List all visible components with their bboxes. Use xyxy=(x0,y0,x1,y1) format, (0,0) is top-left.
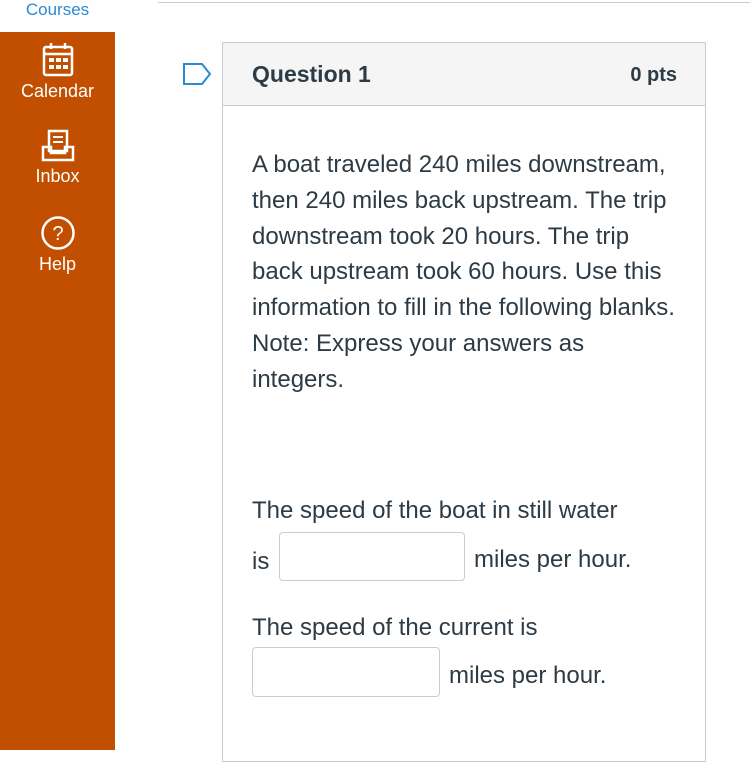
blank1-unit: miles per hour. xyxy=(474,546,632,573)
flag-question-icon[interactable] xyxy=(182,62,212,86)
calendar-icon xyxy=(41,42,75,78)
current-speed-input[interactable] xyxy=(252,647,440,697)
inbox-icon xyxy=(40,129,76,163)
question-points: 0 pts xyxy=(630,64,677,86)
blank2-unit: miles per hour. xyxy=(449,662,607,689)
nav-label-help: Help xyxy=(38,254,77,274)
still-water-speed-input[interactable] xyxy=(279,532,465,581)
nav-item-help[interactable] xyxy=(0,215,115,275)
help-icon xyxy=(40,215,76,251)
global-nav xyxy=(0,32,115,750)
nav-item-courses[interactable]: Courses xyxy=(25,0,90,19)
divider xyxy=(158,2,750,3)
question-text: A boat traveled 240 miles downstream, then 240 miles back upstream. The trip downstream took 20 hours. The trip back upstream took 60 hours. Use this information to fill in the following blanks. Note: Express your answers as integers. xyxy=(252,151,675,393)
blank1-prompt-cont: is xyxy=(252,548,270,575)
blank1-prompt: The speed of the boat in still water xyxy=(252,497,618,524)
question-card xyxy=(222,42,706,762)
nav-label-calendar: Calendar xyxy=(20,81,95,101)
question-title: Question 1 xyxy=(252,61,371,87)
nav-item-inbox[interactable] xyxy=(0,129,115,187)
svg-text:?: ? xyxy=(51,223,64,245)
nav-item-calendar[interactable] xyxy=(0,42,115,102)
question-header xyxy=(223,43,705,106)
blank2-prompt: The speed of the current is xyxy=(252,614,538,641)
nav-label-inbox: Inbox xyxy=(35,166,80,186)
